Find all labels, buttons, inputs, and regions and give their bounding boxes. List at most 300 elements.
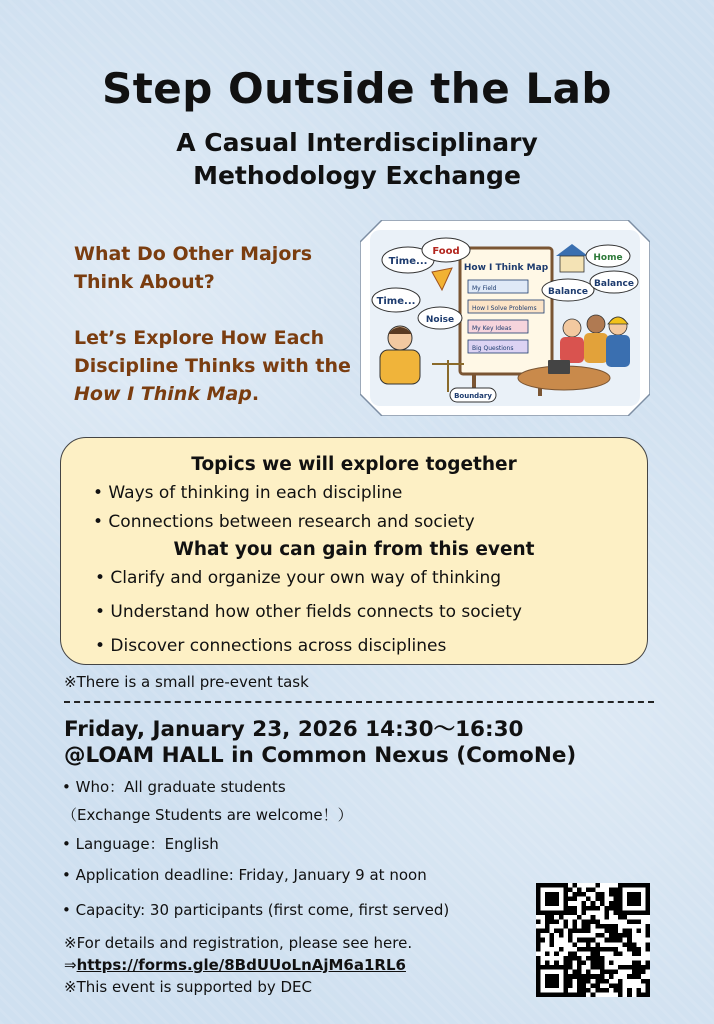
qr-module	[595, 947, 600, 952]
qr-module	[572, 942, 577, 947]
qr-module	[600, 901, 605, 906]
qr-module	[591, 938, 596, 943]
poster-subtitle	[0, 126, 714, 192]
footer	[64, 932, 412, 998]
qr-module	[627, 933, 632, 938]
bubble-time-1-text: Time...	[388, 256, 428, 267]
qr-module	[572, 892, 577, 897]
gain-item-1: • Clarify and organize your own way of thinking	[95, 568, 502, 588]
qr-module	[600, 933, 605, 938]
qr-module	[595, 892, 600, 897]
qr-module	[600, 924, 605, 929]
qr-module	[550, 933, 555, 938]
qr-module	[627, 942, 632, 947]
qr-module	[600, 979, 605, 984]
qr-module	[582, 924, 587, 929]
qr-module	[572, 992, 577, 997]
qr-module	[627, 919, 632, 924]
qr-module	[591, 965, 596, 970]
qr-module	[591, 956, 596, 961]
qr-module	[609, 938, 614, 943]
qr-module	[554, 919, 559, 924]
board-title: How I Think Map	[463, 263, 549, 273]
subtitle-line-1: A Casual Interdisciplinary	[176, 128, 538, 157]
qr-module	[577, 970, 582, 975]
qr-module	[568, 906, 573, 911]
qr-module	[586, 929, 591, 934]
qr-module	[572, 910, 577, 915]
qr-module	[559, 929, 564, 934]
qr-finder-square	[627, 892, 641, 906]
qr-module	[591, 992, 596, 997]
qr-module	[604, 979, 609, 984]
qr-module	[595, 956, 600, 961]
qr-module	[572, 951, 577, 956]
qr-module	[632, 942, 637, 947]
qr-module	[645, 992, 650, 997]
gain-item-3: • Discover connections across disciplines	[95, 636, 447, 656]
detail-who: • Who：All graduate students	[62, 778, 286, 796]
qr-module	[591, 888, 596, 893]
intro-line-2: Think About?	[74, 271, 215, 293]
qr-module	[536, 942, 541, 947]
arrow-icon: ⇒	[64, 956, 77, 974]
qr-module	[636, 992, 641, 997]
qr-module	[623, 965, 628, 970]
detail-capacity: • Capacity: 30 participants (first come, first served)	[62, 901, 450, 919]
qr-module	[604, 929, 609, 934]
qr-module	[572, 883, 577, 888]
qr-module	[614, 910, 619, 915]
qr-module	[645, 933, 650, 938]
illustration-how-i-think-map	[360, 220, 650, 416]
qr-module	[577, 961, 582, 966]
qr-module	[600, 961, 605, 966]
person-1-body	[560, 337, 584, 363]
footer-details-note: ※For details and registration, please see here.	[64, 934, 413, 952]
intro-map-name: How I Think Map	[74, 383, 252, 405]
qr-module	[609, 933, 614, 938]
qr-module	[568, 992, 573, 997]
qr-module	[572, 897, 577, 902]
qr-module	[591, 919, 596, 924]
qr-module	[572, 924, 577, 929]
gains-heading: What you can gain from this event	[173, 539, 535, 560]
qr-module	[536, 938, 541, 943]
qr-module	[536, 961, 541, 966]
qr-module	[536, 947, 541, 952]
qr-module	[577, 929, 582, 934]
qr-module	[627, 992, 632, 997]
qr-module	[568, 951, 573, 956]
qr-module	[600, 892, 605, 897]
qr-module	[550, 915, 555, 920]
qr-module	[614, 970, 619, 975]
qr-module	[627, 974, 632, 979]
qr-module	[600, 974, 605, 979]
qr-module	[618, 965, 623, 970]
qr-module	[600, 965, 605, 970]
board-item-1: My Field	[472, 285, 497, 292]
qr-module	[614, 983, 619, 988]
qr-module	[582, 906, 587, 911]
qr-module	[609, 901, 614, 906]
qr-module	[636, 970, 641, 975]
qr-module	[577, 947, 582, 952]
qr-module	[554, 961, 559, 966]
qr-module	[614, 933, 619, 938]
qr-module	[586, 970, 591, 975]
qr-module	[609, 929, 614, 934]
intro-text	[74, 240, 364, 408]
qr-module	[595, 961, 600, 966]
intro-line-4: Discipline Thinks with the	[74, 355, 351, 377]
qr-module	[618, 988, 623, 993]
detail-who-note: （Exchange Students are welcome！）	[62, 806, 353, 824]
qr-module	[577, 938, 582, 943]
qr-module	[550, 919, 555, 924]
qr-module	[636, 929, 641, 934]
qr-module	[595, 979, 600, 984]
qr-module	[582, 974, 587, 979]
qr-module	[591, 906, 596, 911]
qr-module	[577, 992, 582, 997]
qr-module	[545, 961, 550, 966]
qr-module	[627, 947, 632, 952]
qr-module	[568, 910, 573, 915]
qr-module	[591, 983, 596, 988]
qr-module	[595, 965, 600, 970]
qr-module	[572, 956, 577, 961]
qr-module	[645, 924, 650, 929]
qr-module	[582, 901, 587, 906]
qr-module	[591, 901, 596, 906]
poster-title: Step Outside the Lab	[101, 64, 612, 113]
qr-module	[641, 992, 646, 997]
qr-module	[609, 906, 614, 911]
qr-module	[536, 956, 541, 961]
qr-module	[604, 915, 609, 920]
qr-module	[545, 915, 550, 920]
qr-module	[568, 929, 573, 934]
qr-module	[577, 956, 582, 961]
qr-module	[614, 929, 619, 934]
qr-module	[595, 924, 600, 929]
qr-module	[577, 965, 582, 970]
qr-module	[595, 974, 600, 979]
qr-module	[645, 965, 650, 970]
qr-module	[586, 974, 591, 979]
qr-module	[582, 910, 587, 915]
board-item-3: My Key Ideas	[472, 325, 512, 332]
qr-module	[641, 979, 646, 984]
qr-module	[582, 983, 587, 988]
qr-module	[614, 988, 619, 993]
detail-deadline: • Application deadline: Friday, January 9 at noon	[62, 866, 427, 884]
qr-module	[577, 892, 582, 897]
qr-module	[645, 947, 650, 952]
qr-module	[641, 970, 646, 975]
qr-module	[595, 983, 600, 988]
qr-module	[623, 933, 628, 938]
qr-module	[618, 992, 623, 997]
qr-module	[568, 938, 573, 943]
qr-module	[609, 974, 614, 979]
bubble-balance-2-text: Balance	[594, 279, 634, 289]
qr-finder-square	[545, 974, 559, 988]
qr-module	[586, 919, 591, 924]
qr-module	[586, 979, 591, 984]
qr-module	[645, 929, 650, 934]
qr-module	[595, 906, 600, 911]
qr-module	[545, 924, 550, 929]
qr-module	[645, 961, 650, 966]
qr-module	[609, 970, 614, 975]
qr-module	[600, 947, 605, 952]
qr-module	[618, 933, 623, 938]
qr-module	[632, 961, 637, 966]
qr-module	[591, 961, 596, 966]
qr-module	[627, 988, 632, 993]
laptop-icon	[548, 360, 570, 374]
board-item-2: How I Solve Problems	[472, 305, 537, 312]
qr-module	[623, 915, 628, 920]
qr-module	[591, 915, 596, 920]
qr-module	[568, 888, 573, 893]
board-item-4: Big Questions	[472, 345, 514, 352]
qr-module	[541, 929, 546, 934]
qr-module	[572, 974, 577, 979]
event-venue: @LOAM HALL in Common Nexus (ComoNe)	[64, 743, 577, 768]
bubble-time-2-text: Time...	[376, 296, 416, 307]
qr-module	[568, 965, 573, 970]
student-body	[380, 350, 420, 384]
house-icon-body	[560, 256, 584, 272]
qr-module	[595, 951, 600, 956]
qr-module	[604, 938, 609, 943]
qr-module	[595, 883, 600, 888]
qr-module	[582, 988, 587, 993]
qr-module	[618, 983, 623, 988]
qr-module	[600, 956, 605, 961]
qr-module	[623, 929, 628, 934]
qr-module	[636, 947, 641, 952]
qr-module	[623, 942, 628, 947]
bubble-noise-text: Noise	[425, 315, 455, 325]
pre-event-task-note: ※There is a small pre-event task	[64, 673, 309, 691]
qr-module	[618, 951, 623, 956]
detail-language: • Language：English	[62, 835, 219, 853]
qr-module	[545, 929, 550, 934]
qr-module	[586, 897, 591, 902]
qr-module	[614, 947, 619, 952]
qr-module	[636, 951, 641, 956]
qr-module	[577, 915, 582, 920]
qr-module	[572, 929, 577, 934]
qr-module	[550, 938, 555, 943]
qr-module	[559, 933, 564, 938]
qr-module	[559, 915, 564, 920]
qr-module	[618, 915, 623, 920]
qr-module	[568, 979, 573, 984]
qr-module	[586, 938, 591, 943]
qr-module	[554, 929, 559, 934]
dashed-divider	[64, 701, 654, 703]
qr-module	[563, 961, 568, 966]
qr-module	[609, 924, 614, 929]
qr-module	[618, 979, 623, 984]
qr-module	[591, 947, 596, 952]
qr-module	[645, 988, 650, 993]
qr-module	[632, 965, 637, 970]
qr-module	[609, 983, 614, 988]
qr-module	[582, 892, 587, 897]
qr-module	[582, 947, 587, 952]
footer-link-line	[64, 954, 412, 976]
subtitle-line-2: Methodology Exchange	[193, 161, 521, 190]
intro-period: .	[251, 383, 260, 405]
qr-module	[645, 983, 650, 988]
qr-module	[614, 906, 619, 911]
person-3-body	[606, 335, 630, 367]
qr-module	[577, 979, 582, 984]
qr-module	[636, 919, 641, 924]
intro-line-1: What Do Other Majors	[74, 243, 313, 265]
qr-module	[545, 951, 550, 956]
qr-module	[586, 942, 591, 947]
qr-module	[572, 919, 577, 924]
person-1-head	[563, 319, 581, 337]
qr-module	[595, 919, 600, 924]
qr-module	[645, 942, 650, 947]
qr-module	[591, 951, 596, 956]
bubble-home-text: Home	[593, 253, 623, 263]
qr-module	[604, 906, 609, 911]
qr-module	[582, 961, 587, 966]
qr-module	[614, 924, 619, 929]
qr-module	[554, 951, 559, 956]
qr-module	[582, 929, 587, 934]
qr-module	[536, 933, 541, 938]
qr-module	[645, 979, 650, 984]
qr-module	[600, 988, 605, 993]
qr-module	[632, 970, 637, 975]
qr-module	[604, 910, 609, 915]
qr-module	[636, 965, 641, 970]
qr-module	[595, 897, 600, 902]
qr-module	[604, 924, 609, 929]
qr-module	[614, 901, 619, 906]
qr-module	[568, 897, 573, 902]
topic-item-2: • Connections between research and society	[93, 512, 475, 532]
qr-module	[614, 951, 619, 956]
person-2-head	[587, 315, 605, 333]
qr-module	[563, 919, 568, 924]
event-date-time: Friday, January 23, 2026 14:30～16:30	[64, 717, 524, 742]
intro-line-5	[74, 380, 364, 408]
intro-line-3: Let’s Explore How Each	[74, 327, 325, 349]
qr-module	[604, 970, 609, 975]
topics-heading: Topics we will explore together	[191, 454, 517, 475]
qr-module	[545, 919, 550, 924]
qr-module	[568, 983, 573, 988]
qr-module	[614, 892, 619, 897]
qr-module	[536, 919, 541, 924]
qr-module	[582, 992, 587, 997]
qr-module	[572, 906, 577, 911]
registration-link[interactable]: https://forms.gle/8BdUUoLnAjM6a1RL6	[76, 956, 406, 974]
qr-module	[609, 947, 614, 952]
topic-item-1: • Ways of thinking in each discipline	[93, 483, 403, 503]
qr-module	[541, 938, 546, 943]
qr-module	[636, 974, 641, 979]
qr-module	[577, 983, 582, 988]
qr-module	[550, 942, 555, 947]
qr-module	[586, 956, 591, 961]
qr-module	[586, 988, 591, 993]
bubble-food-text: Food	[432, 246, 460, 257]
qr-module	[614, 897, 619, 902]
qr-module	[595, 933, 600, 938]
qr-module	[627, 965, 632, 970]
qr-module	[636, 988, 641, 993]
qr-module	[536, 929, 541, 934]
qr-module	[614, 888, 619, 893]
qr-module	[595, 942, 600, 947]
qr-finder-square	[545, 892, 559, 906]
topics-box	[60, 437, 648, 665]
person-2-body	[584, 333, 608, 363]
qr-module	[627, 929, 632, 934]
qr-module	[563, 924, 568, 929]
qr-module	[604, 988, 609, 993]
qr-module	[582, 979, 587, 984]
qr-module	[568, 974, 573, 979]
footer-support-note: ※This event is supported by DEC	[64, 978, 313, 996]
qr-module	[636, 961, 641, 966]
qr-module	[582, 938, 587, 943]
qr-module	[563, 956, 568, 961]
qr-module	[582, 919, 587, 924]
qr-module	[568, 956, 573, 961]
qr-module	[586, 906, 591, 911]
qr-module	[577, 988, 582, 993]
bubble-balance-1-text: Balance	[548, 287, 588, 297]
qr-module	[559, 947, 564, 952]
qr-module	[609, 892, 614, 897]
qr-module	[604, 947, 609, 952]
qr-module	[632, 919, 637, 924]
qr-module	[568, 961, 573, 966]
gain-item-2: • Understand how other fields connects to society	[95, 602, 522, 622]
qr-module	[591, 974, 596, 979]
qr-module	[595, 988, 600, 993]
qr-module	[577, 974, 582, 979]
qr-module	[627, 938, 632, 943]
qr-module	[600, 970, 605, 975]
qr-module	[614, 938, 619, 943]
qr-module	[586, 888, 591, 893]
bubble-boundary-text: Boundary	[454, 392, 492, 400]
qr-module	[632, 974, 637, 979]
qr-module	[641, 965, 646, 970]
qr-code[interactable]	[536, 883, 650, 997]
qr-module	[600, 897, 605, 902]
qr-module	[568, 933, 573, 938]
qr-module	[609, 961, 614, 966]
qr-module	[577, 888, 582, 893]
qr-module	[632, 951, 637, 956]
